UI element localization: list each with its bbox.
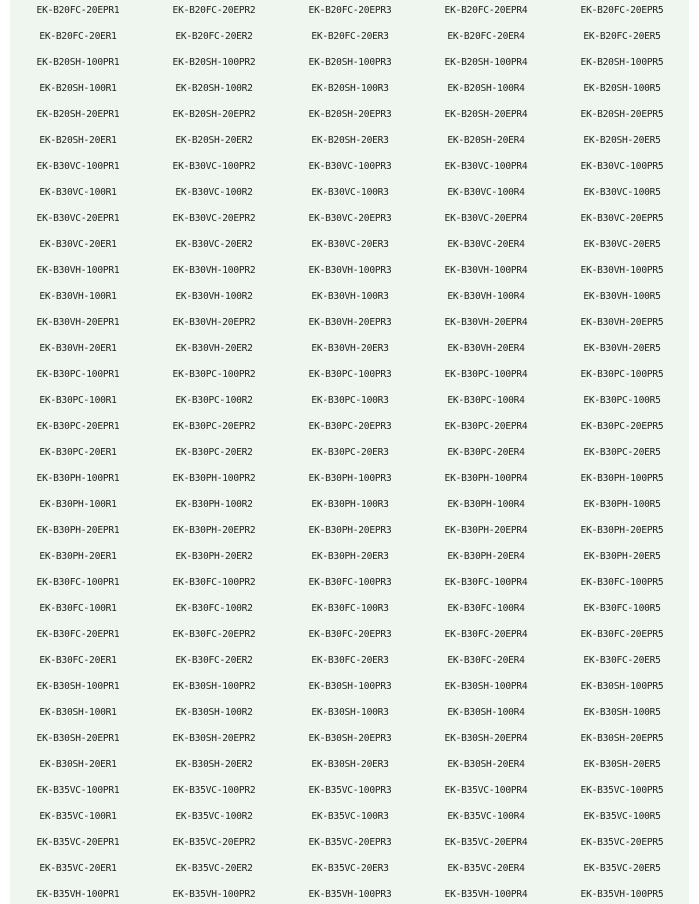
part-number-link[interactable]: EK-B35VC-20ER2 [175, 862, 253, 874]
part-number-link[interactable]: EK-B30SH-20ER5 [583, 758, 661, 770]
part-number-link[interactable]: EK-B30VH-100R1 [39, 290, 117, 302]
part-number-row [10, 127, 689, 153]
part-number-link[interactable]: EK-B30VH-20ER4 [447, 342, 525, 354]
part-number-link[interactable]: EK-B20SH-20EPR4 [444, 108, 528, 120]
part-number-row [10, 543, 689, 569]
part-number-link[interactable]: EK-B30PC-100R5 [583, 394, 661, 406]
part-number-row [10, 387, 689, 413]
part-number-link[interactable]: EK-B30PC-20EPR5 [580, 420, 664, 432]
part-number-link[interactable]: EK-B30VH-20EPR3 [308, 316, 392, 328]
part-number-link[interactable]: EK-B35VC-20ER4 [447, 862, 525, 874]
part-number-link[interactable]: EK-B20FC-20EPR5 [580, 4, 664, 16]
part-number-link[interactable]: EK-B30FC-100PR4 [444, 576, 528, 588]
part-number-row [10, 413, 689, 439]
part-number-link[interactable]: EK-B20SH-20EPR1 [36, 108, 120, 120]
part-number-link[interactable]: EK-B30PC-20ER5 [583, 446, 661, 458]
part-number-link[interactable]: EK-B35VH-100PR3 [308, 888, 392, 900]
part-number-link[interactable]: EK-B30FC-20EPR5 [580, 628, 664, 640]
part-number-link[interactable]: EK-B20SH-20ER3 [311, 134, 389, 146]
part-number-link[interactable]: EK-B30PC-100R2 [175, 394, 253, 406]
part-number-link[interactable]: EK-B30PC-100PR2 [172, 368, 256, 380]
part-number-link[interactable]: EK-B30FC-100R2 [175, 602, 253, 614]
part-number-link[interactable]: EK-B20SH-20ER4 [447, 134, 525, 146]
part-number-row [10, 855, 689, 881]
part-number-link[interactable]: EK-B35VC-20EPR4 [444, 836, 528, 848]
part-number-link[interactable]: EK-B20SH-100R1 [39, 82, 117, 94]
part-number-link[interactable]: EK-B35VH-100PR4 [444, 888, 528, 900]
part-number-link[interactable]: EK-B20SH-100R4 [447, 82, 525, 94]
part-number-link[interactable]: EK-B30VH-100PR4 [444, 264, 528, 276]
part-number-link[interactable]: EK-B30PC-20EPR1 [36, 420, 120, 432]
part-number-link[interactable]: EK-B30VC-20EPR2 [172, 212, 256, 224]
part-number-link[interactable]: EK-B35VC-100R4 [447, 810, 525, 822]
part-number-link[interactable]: EK-B30PH-100R1 [39, 498, 117, 510]
part-number-link[interactable]: EK-B20SH-100PR3 [308, 56, 392, 68]
part-number-link[interactable]: EK-B20FC-20EPR2 [172, 4, 256, 16]
part-number-link[interactable]: EK-B30FC-100R5 [583, 602, 661, 614]
part-number-link[interactable]: EK-B30SH-20EPR5 [580, 732, 664, 744]
part-number-link[interactable]: EK-B30SH-20ER2 [175, 758, 253, 770]
part-number-link[interactable]: EK-B30VH-20EPR1 [36, 316, 120, 328]
part-number-link[interactable]: EK-B30PH-20ER5 [583, 550, 661, 562]
part-number-row [10, 361, 689, 387]
part-number-panel [10, 0, 689, 904]
part-number-link[interactable]: EK-B30SH-100PR3 [308, 680, 392, 692]
part-number-link[interactable]: EK-B30PC-20ER4 [447, 446, 525, 458]
part-number-link[interactable]: EK-B20SH-20EPR5 [580, 108, 664, 120]
part-number-link[interactable]: EK-B20SH-100R3 [311, 82, 389, 94]
part-number-row [10, 0, 689, 23]
part-number-link[interactable]: EK-B35VC-100PR5 [580, 784, 664, 796]
part-number-link[interactable]: EK-B30VC-100PR3 [308, 160, 392, 172]
part-number-link[interactable]: EK-B30PH-20ER1 [39, 550, 117, 562]
part-number-row [10, 465, 689, 491]
part-number-link[interactable]: EK-B30FC-100R1 [39, 602, 117, 614]
part-number-link[interactable]: EK-B30PH-20EPR1 [36, 524, 120, 536]
part-number-row [10, 647, 689, 673]
part-number-link[interactable]: EK-B20FC-20ER1 [39, 30, 117, 42]
part-number-link[interactable]: EK-B30VC-20ER5 [583, 238, 661, 250]
part-number-row [10, 23, 689, 49]
part-number-link[interactable]: EK-B30VH-20ER2 [175, 342, 253, 354]
part-number-link[interactable]: EK-B30VC-100R1 [39, 186, 117, 198]
part-number-link[interactable]: EK-B30VH-100R4 [447, 290, 525, 302]
part-number-link[interactable]: EK-B30VH-100PR3 [308, 264, 392, 276]
part-number-link[interactable]: EK-B30PH-100R5 [583, 498, 661, 510]
part-number-link[interactable]: EK-B35VC-20EPR3 [308, 836, 392, 848]
part-number-row [10, 75, 689, 101]
part-number-link[interactable]: EK-B20SH-100PR1 [36, 56, 120, 68]
part-number-link[interactable]: EK-B30FC-20ER2 [175, 654, 253, 666]
part-number-link[interactable]: EK-B30VH-100PR5 [580, 264, 664, 276]
part-number-link[interactable]: EK-B20SH-20ER2 [175, 134, 253, 146]
part-number-link[interactable]: EK-B30SH-100PR5 [580, 680, 664, 692]
part-number-row [10, 335, 689, 361]
part-number-link[interactable]: EK-B30FC-20ER1 [39, 654, 117, 666]
part-number-link[interactable]: EK-B30SH-20ER1 [39, 758, 117, 770]
part-number-link[interactable]: EK-B20SH-100PR2 [172, 56, 256, 68]
part-number-link[interactable]: EK-B30PC-100R1 [39, 394, 117, 406]
part-number-link[interactable]: EK-B30SH-100R1 [39, 706, 117, 718]
part-number-link[interactable]: EK-B30SH-100PR4 [444, 680, 528, 692]
part-number-link[interactable]: EK-B30PH-100PR2 [172, 472, 256, 484]
part-number-link[interactable]: EK-B30PH-20EPR3 [308, 524, 392, 536]
part-number-link[interactable]: EK-B35VH-100PR1 [36, 888, 120, 900]
part-number-link[interactable]: EK-B30VH-100R5 [583, 290, 661, 302]
part-number-link[interactable]: EK-B20SH-20EPR2 [172, 108, 256, 120]
part-number-link[interactable]: EK-B35VH-100PR5 [580, 888, 664, 900]
part-number-row [10, 231, 689, 257]
part-number-row [10, 569, 689, 595]
part-number-link[interactable]: EK-B35VC-20ER1 [39, 862, 117, 874]
part-number-link[interactable]: EK-B30PH-20ER2 [175, 550, 253, 562]
part-number-row [10, 283, 689, 309]
part-number-row [10, 595, 689, 621]
part-number-link[interactable]: EK-B30SH-20ER3 [311, 758, 389, 770]
part-number-link[interactable]: EK-B35VC-20EPR2 [172, 836, 256, 848]
part-number-link[interactable]: EK-B30FC-20ER4 [447, 654, 525, 666]
part-number-link[interactable]: EK-B30VH-20ER3 [311, 342, 389, 354]
part-number-link[interactable]: EK-B20SH-20EPR3 [308, 108, 392, 120]
part-number-link[interactable]: EK-B30VC-100R2 [175, 186, 253, 198]
part-number-row [10, 179, 689, 205]
part-number-link[interactable]: EK-B30SH-100PR2 [172, 680, 256, 692]
part-number-link[interactable]: EK-B35VC-20EPR5 [580, 836, 664, 848]
part-number-link[interactable]: EK-B30VH-20ER5 [583, 342, 661, 354]
part-number-link[interactable]: EK-B30PC-100R4 [447, 394, 525, 406]
part-number-link[interactable]: EK-B30VH-20ER1 [39, 342, 117, 354]
part-number-link[interactable]: EK-B35VC-100PR3 [308, 784, 392, 796]
part-number-link[interactable]: EK-B30SH-20EPR4 [444, 732, 528, 744]
part-number-link[interactable]: EK-B30VH-20EPR2 [172, 316, 256, 328]
part-number-row [10, 881, 689, 904]
part-number-row [10, 673, 689, 699]
part-number-link[interactable]: EK-B20SH-100R2 [175, 82, 253, 94]
part-number-link[interactable]: EK-B30FC-100R3 [311, 602, 389, 614]
part-number-link[interactable]: EK-B30PH-20ER3 [311, 550, 389, 562]
part-number-link[interactable]: EK-B30VH-20EPR4 [444, 316, 528, 328]
part-number-link[interactable]: EK-B30PC-100PR4 [444, 368, 528, 380]
part-number-link[interactable]: EK-B35VC-20EPR1 [36, 836, 120, 848]
part-number-link[interactable]: EK-B30VC-100PR2 [172, 160, 256, 172]
part-number-link[interactable]: EK-B35VC-100R3 [311, 810, 389, 822]
part-number-link[interactable]: EK-B30VH-100PR2 [172, 264, 256, 276]
part-number-link[interactable]: EK-B30SH-100R2 [175, 706, 253, 718]
part-number-link[interactable]: EK-B30SH-100R4 [447, 706, 525, 718]
part-number-link[interactable]: EK-B30PC-20EPR4 [444, 420, 528, 432]
part-number-link[interactable]: EK-B30PH-20ER4 [447, 550, 525, 562]
part-number-link[interactable]: EK-B30PC-20ER3 [311, 446, 389, 458]
part-number-link[interactable]: EK-B30PC-100R3 [311, 394, 389, 406]
part-number-link[interactable]: EK-B30PH-100PR1 [36, 472, 120, 484]
part-number-row [10, 803, 689, 829]
part-number-link[interactable]: EK-B30PH-100R2 [175, 498, 253, 510]
part-number-link[interactable]: EK-B30PH-100R3 [311, 498, 389, 510]
part-number-row [10, 725, 689, 751]
part-number-link[interactable]: EK-B20FC-20ER2 [175, 30, 253, 42]
part-number-link[interactable]: EK-B35VC-20ER5 [583, 862, 661, 874]
part-number-row [10, 101, 689, 127]
part-number-link[interactable]: EK-B20FC-20EPR4 [444, 4, 528, 16]
part-number-link[interactable]: EK-B30VC-20EPR4 [444, 212, 528, 224]
part-number-link[interactable]: EK-B30VH-100PR1 [36, 264, 120, 276]
part-number-link[interactable]: EK-B30FC-20EPR4 [444, 628, 528, 640]
part-number-link[interactable]: EK-B30VC-100R5 [583, 186, 661, 198]
part-number-link[interactable]: EK-B30SH-100R5 [583, 706, 661, 718]
part-number-link[interactable]: EK-B30SH-100R3 [311, 706, 389, 718]
part-number-link[interactable]: EK-B35VC-100R1 [39, 810, 117, 822]
part-number-link[interactable]: EK-B20SH-20ER5 [583, 134, 661, 146]
part-number-row [10, 621, 689, 647]
part-number-row [10, 439, 689, 465]
part-number-link[interactable]: EK-B30PC-20EPR2 [172, 420, 256, 432]
part-number-link[interactable]: EK-B35VC-100PR1 [36, 784, 120, 796]
part-number-link[interactable]: EK-B30VH-100R3 [311, 290, 389, 302]
part-number-link[interactable]: EK-B30PH-100PR5 [580, 472, 664, 484]
part-number-link[interactable]: EK-B20FC-20ER4 [447, 30, 525, 42]
part-number-row [10, 491, 689, 517]
part-number-link[interactable]: EK-B30VC-20ER2 [175, 238, 253, 250]
part-number-row [10, 153, 689, 179]
part-number-row [10, 829, 689, 855]
part-number-link[interactable]: EK-B30PC-20ER2 [175, 446, 253, 458]
part-number-link[interactable]: EK-B30VC-100PR4 [444, 160, 528, 172]
part-number-link[interactable]: EK-B30SH-20EPR1 [36, 732, 120, 744]
part-number-link[interactable]: EK-B20FC-20ER3 [311, 30, 389, 42]
part-number-link[interactable]: EK-B35VC-100R5 [583, 810, 661, 822]
part-number-row [10, 205, 689, 231]
part-number-link[interactable]: EK-B30VC-100R4 [447, 186, 525, 198]
part-number-link[interactable]: EK-B35VC-100R2 [175, 810, 253, 822]
part-number-link[interactable]: EK-B35VH-100PR2 [172, 888, 256, 900]
part-number-link[interactable]: EK-B30PC-100PR3 [308, 368, 392, 380]
part-number-row [10, 309, 689, 335]
part-number-link[interactable]: EK-B30PH-20EPR4 [444, 524, 528, 536]
part-number-link[interactable]: EK-B35VC-100PR2 [172, 784, 256, 796]
part-number-link[interactable]: EK-B30PH-100R4 [447, 498, 525, 510]
part-number-link[interactable]: EK-B30VC-20ER3 [311, 238, 389, 250]
part-number-row [10, 699, 689, 725]
part-number-link[interactable]: EK-B30PH-20EPR2 [172, 524, 256, 536]
part-number-link[interactable]: EK-B30PH-100PR3 [308, 472, 392, 484]
part-number-link[interactable]: EK-B30SH-20ER4 [447, 758, 525, 770]
part-number-link[interactable]: EK-B30FC-20EPR1 [36, 628, 120, 640]
part-number-row [10, 777, 689, 803]
part-number-link[interactable]: EK-B20FC-20EPR3 [308, 4, 392, 16]
part-number-link[interactable]: EK-B20SH-100PR4 [444, 56, 528, 68]
part-number-row [10, 751, 689, 777]
part-number-link[interactable]: EK-B20SH-100R5 [583, 82, 661, 94]
part-number-link[interactable]: EK-B30FC-100PR5 [580, 576, 664, 588]
part-number-grid [10, 0, 689, 904]
part-number-link[interactable]: EK-B20SH-100PR5 [580, 56, 664, 68]
part-number-link[interactable]: EK-B30PC-100PR1 [36, 368, 120, 380]
part-number-link[interactable]: EK-B35VC-100PR4 [444, 784, 528, 796]
part-number-link[interactable]: EK-B30FC-100PR2 [172, 576, 256, 588]
part-number-link[interactable]: EK-B30PC-20ER1 [39, 446, 117, 458]
part-number-link[interactable]: EK-B30VC-100PR1 [36, 160, 120, 172]
part-number-link[interactable]: EK-B30SH-20EPR2 [172, 732, 256, 744]
part-number-link[interactable]: EK-B30FC-100PR1 [36, 576, 120, 588]
part-number-link[interactable]: EK-B30VC-20EPR5 [580, 212, 664, 224]
part-number-row [10, 49, 689, 75]
part-number-link[interactable]: EK-B30VH-100R2 [175, 290, 253, 302]
part-number-link[interactable]: EK-B20SH-20ER1 [39, 134, 117, 146]
part-number-link[interactable]: EK-B30FC-20ER3 [311, 654, 389, 666]
part-number-link[interactable]: EK-B30FC-100R4 [447, 602, 525, 614]
part-number-link[interactable]: EK-B35VC-20ER3 [311, 862, 389, 874]
part-number-link[interactable]: EK-B30SH-20EPR3 [308, 732, 392, 744]
part-number-link[interactable]: EK-B30VC-100R3 [311, 186, 389, 198]
part-number-link[interactable]: EK-B30PH-100PR4 [444, 472, 528, 484]
part-number-link[interactable]: EK-B30VC-20EPR1 [36, 212, 120, 224]
part-number-link[interactable]: EK-B30PH-20EPR5 [580, 524, 664, 536]
part-number-link[interactable]: EK-B30PC-100PR5 [580, 368, 664, 380]
part-number-link[interactable]: EK-B20FC-20EPR1 [36, 4, 120, 16]
part-number-link[interactable]: EK-B30VC-100PR5 [580, 160, 664, 172]
part-number-link[interactable]: EK-B30VC-20ER4 [447, 238, 525, 250]
part-number-link[interactable]: EK-B30VH-20EPR5 [580, 316, 664, 328]
part-number-link[interactable]: EK-B30FC-100PR3 [308, 576, 392, 588]
part-number-link[interactable]: EK-B30VC-20EPR3 [308, 212, 392, 224]
part-number-link[interactable]: EK-B30FC-20ER5 [583, 654, 661, 666]
part-number-link[interactable]: EK-B30FC-20EPR3 [308, 628, 392, 640]
part-number-link[interactable]: EK-B30PC-20EPR3 [308, 420, 392, 432]
part-number-row [10, 517, 689, 543]
part-number-link[interactable]: EK-B30SH-100PR1 [36, 680, 120, 692]
part-number-link[interactable]: EK-B30VC-20ER1 [39, 238, 117, 250]
part-number-row [10, 257, 689, 283]
part-number-link[interactable]: EK-B20FC-20ER5 [583, 30, 661, 42]
part-number-link[interactable]: EK-B30FC-20EPR2 [172, 628, 256, 640]
